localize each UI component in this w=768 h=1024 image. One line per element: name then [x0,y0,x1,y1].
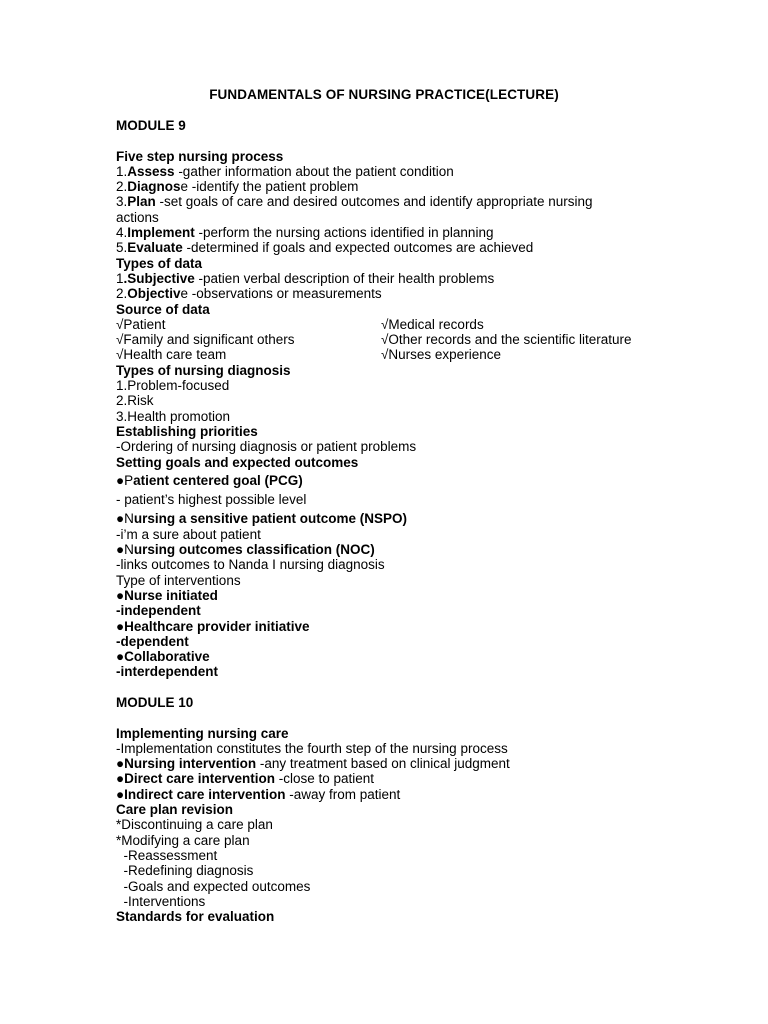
list-item: -independent [116,603,201,619]
module-10-heading: MODULE 10 [116,694,194,710]
standards-heading: Standards for evaluation [116,909,275,925]
list-item: actions [116,209,159,225]
list-item: *Modifying a care plan [116,832,250,848]
revision-heading: Care plan revision [116,802,234,818]
interventions-heading: Type of interventions [116,572,241,588]
document-title: FUNDAMENTALS OF NURSING PRACTICE(LECTURE) [209,87,559,102]
implementing-text: -Implementation constitutes the fourth step of the nursing process [116,740,508,756]
source-row: √Family and significant others √Other records and the scientific literature [116,332,632,348]
list-item: ●Patient centered goal (PCG) [116,472,303,488]
list-item: 1.Assess -gather information about the patient condition [116,163,454,179]
list-item: 2.Risk [116,393,154,409]
list-item: ●Nursing a sensitive patient outcome (NSPO) [116,511,407,527]
list-item: -dependent [116,633,189,649]
list-item: 3.Health promotion [116,408,231,424]
list-item: ●Direct care intervention -close to patient [116,771,375,787]
list-item: ●Collaborative [116,649,210,665]
list-item: 2.Objective -observations or measurements [116,286,382,302]
source-of-data-heading: Source of data [116,301,210,317]
list-item: -interdependent [116,664,219,680]
list-item: ●Nurse initiated [116,587,218,603]
list-item: -Goals and expected outcomes [116,878,311,894]
list-item: ●Nursing outcomes classification (NOC) [116,542,375,558]
list-item: 4.Implement -perform the nursing actions identified in planning [116,225,494,241]
list-item: ●Indirect care intervention -away from patient [116,786,401,802]
list-item: -Redefining diagnosis [116,863,254,879]
list-item: 2.Diagnose -identify the patient problem [116,179,359,195]
priorities-text: -Ordering of nursing diagnosis or patient problems [116,439,417,455]
list-item: *Discontinuing a care plan [116,817,273,833]
document-body [116,118,736,924]
list-item: 1.Subjective -patien verbal description of their health problems [116,270,495,286]
implementing-heading: Implementing nursing care [116,725,289,741]
source-row: √Patient √Medical records [116,316,484,332]
five-step-heading: Five step nursing process [116,148,284,164]
list-item: -i’m a sure about patient [116,526,261,542]
list-item: - patient’s highest possible level [116,492,307,508]
priorities-heading: Establishing priorities [116,423,258,439]
spacer [116,710,736,725]
types-of-data-heading: Types of data [116,255,203,271]
list-item: ●Nursing intervention -any treatment based on clinical judgment [116,756,510,772]
source-row: √Health care team √Nurses experience [116,347,501,363]
diagnosis-types-heading: Types of nursing diagnosis [116,362,291,378]
list-item: -Reassessment [116,847,218,863]
list-item: 1.Problem-focused [116,378,230,394]
list-item: ●Healthcare provider initiative [116,618,310,634]
list-item: 3.Plan -set goals of care and desired outcomes and identify appropriate nursing [116,194,593,210]
list-item: -Interventions [116,893,206,909]
spacer [116,133,736,148]
spacer [116,680,736,695]
module-9-heading: MODULE 9 [116,118,186,133]
list-item: -links outcomes to Nanda I nursing diagnosis [116,557,385,573]
list-item: 5.Evaluate -determined if goals and expected outcomes are achieved [116,240,534,256]
goals-heading: Setting goals and expected outcomes [116,454,359,470]
